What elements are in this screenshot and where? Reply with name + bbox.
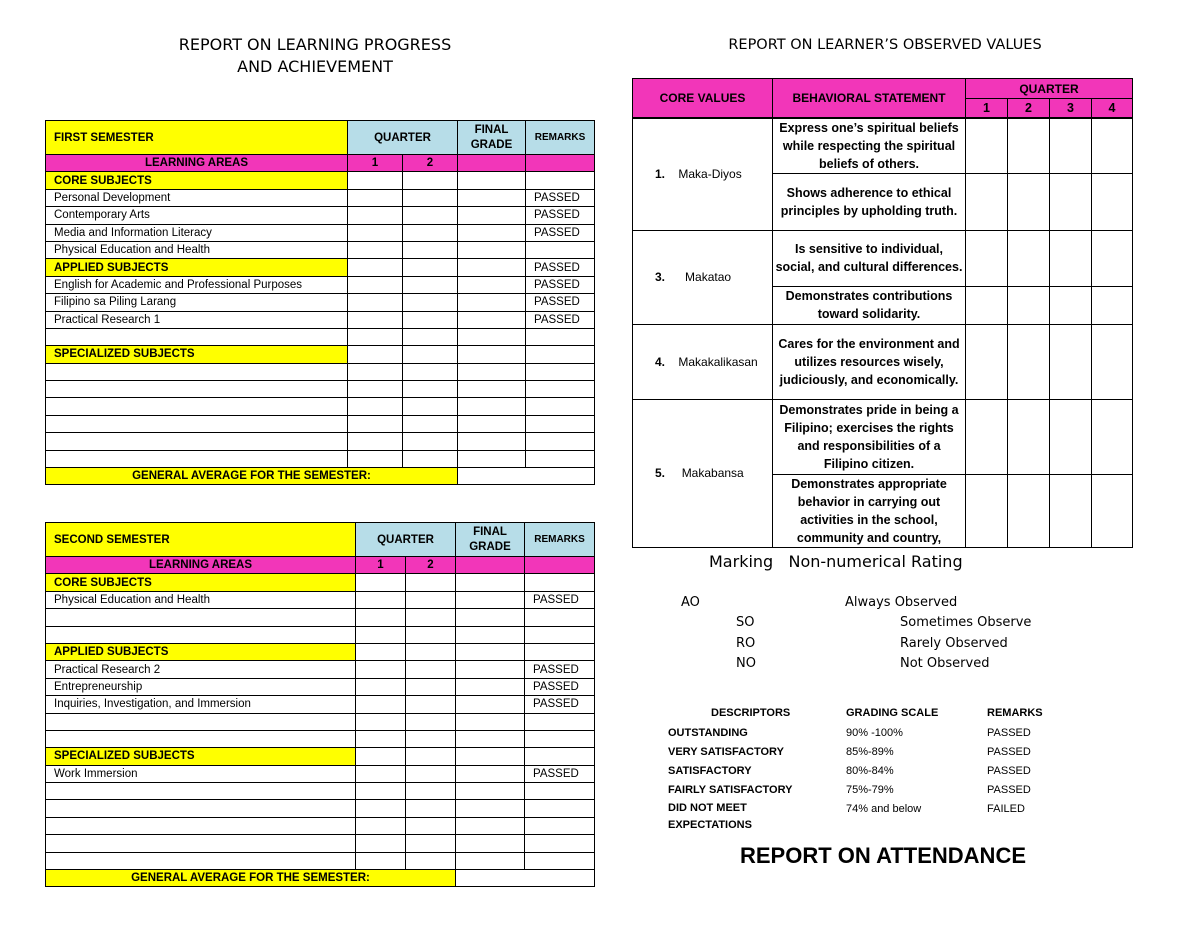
quarter-4-header: 4 bbox=[1092, 99, 1133, 118]
behavioral-statement: Cares for the environment and utilizes resources wisely, judiciously, and economically. bbox=[773, 324, 966, 399]
marking-meaning-ao: Always Observed bbox=[845, 595, 958, 610]
descriptors-table bbox=[668, 704, 1088, 836]
quarter-2-header: 2 bbox=[406, 557, 456, 574]
behavioral-statement: Demonstrates appropriate behavior in carrying out activities in the school, community and country, bbox=[773, 474, 966, 547]
subject-name: Work Immersion bbox=[46, 765, 356, 782]
quarter-1-header: 1 bbox=[348, 155, 403, 172]
marking-label: Marking bbox=[709, 552, 774, 571]
subject-remarks: PASSED bbox=[526, 189, 595, 206]
quarter-2-header: 2 bbox=[403, 155, 458, 172]
core-values-header: CORE VALUES bbox=[633, 79, 773, 118]
subject-name: Contemporary Arts bbox=[46, 207, 348, 224]
behavioral-statement: Is sensitive to individual, social, and cultural differences. bbox=[773, 230, 966, 286]
marking-meaning-so: Sometimes Observe bbox=[900, 615, 1032, 630]
table-row bbox=[633, 324, 1133, 399]
subject-remarks: PASSED bbox=[526, 259, 595, 276]
core-subjects-label: CORE SUBJECTS bbox=[46, 574, 356, 591]
quarter-header: QUARTER bbox=[348, 121, 458, 155]
quarter-header: QUARTER bbox=[356, 523, 456, 557]
first-semester-table bbox=[45, 120, 595, 485]
table-row bbox=[46, 311, 595, 328]
general-average-label: GENERAL AVERAGE FOR THE SEMESTER: bbox=[46, 870, 456, 887]
subject-name: Physical Education and Health bbox=[46, 241, 348, 258]
list-item: SATISFACTORY 80%-84% PASSED bbox=[668, 765, 1031, 777]
subject-remarks: PASSED bbox=[526, 276, 595, 293]
table-row bbox=[46, 678, 595, 695]
remarks-header: REMARKS bbox=[526, 121, 595, 155]
behavioral-statement: Shows adherence to ethical principles by upholding truth. bbox=[773, 173, 966, 230]
second-semester-table bbox=[45, 522, 595, 887]
grading-scale-header: GRADING SCALE bbox=[846, 707, 939, 719]
table-row bbox=[633, 118, 1133, 174]
table-row bbox=[46, 276, 595, 293]
subject-remarks: PASSED bbox=[525, 696, 595, 713]
quarter-2-header: 2 bbox=[1008, 99, 1050, 118]
progress-title-line1: REPORT ON LEARNING PROGRESS bbox=[178, 35, 452, 54]
subject-name: Entrepreneurship bbox=[46, 678, 356, 695]
table-row bbox=[633, 230, 1133, 286]
observed-values-table bbox=[632, 78, 1133, 548]
core-value-makatao: 3. Makatao bbox=[633, 230, 773, 324]
progress-title-line2: AND ACHIEVEMENT bbox=[237, 57, 393, 76]
table-row bbox=[46, 207, 595, 224]
marking-code-ao: AO bbox=[681, 595, 700, 610]
subject-remarks: PASSED bbox=[525, 678, 595, 695]
subject-remarks: PASSED bbox=[526, 224, 595, 241]
list-item: FAIRLY SATISFACTORY 75%-79% PASSED bbox=[668, 784, 1031, 796]
final-grade-header: FINAL GRADE bbox=[456, 523, 525, 557]
table-row bbox=[46, 591, 595, 608]
subject-remarks: PASSED bbox=[525, 765, 595, 782]
applied-subjects-label: APPLIED SUBJECTS bbox=[46, 643, 356, 660]
subject-name: Personal Development bbox=[46, 189, 348, 206]
table-row bbox=[46, 241, 595, 258]
table-row bbox=[46, 661, 595, 678]
specialized-subjects-label: SPECIALIZED SUBJECTS bbox=[46, 346, 348, 363]
descriptors-header: DESCRIPTORS bbox=[711, 707, 791, 719]
attendance-title: REPORT ON ATTENDANCE bbox=[740, 843, 1026, 868]
marking-code-ro: RO bbox=[736, 636, 756, 651]
marking-meaning-ro: Rarely Observed bbox=[900, 636, 1008, 651]
behavioral-statement: Demonstrates contributions toward solidarity. bbox=[773, 286, 966, 324]
subject-name: Filipino sa Piling Larang bbox=[46, 294, 348, 311]
table-row bbox=[46, 696, 595, 713]
subject-remarks bbox=[526, 241, 595, 258]
table-row bbox=[633, 399, 1133, 474]
core-subjects-label: CORE SUBJECTS bbox=[46, 172, 348, 189]
list-item: VERY SATISFACTORY 85%-89% PASSED bbox=[668, 746, 1031, 758]
subject-name: Inquiries, Investigation, and Immersion bbox=[46, 696, 356, 713]
subject-remarks: PASSED bbox=[526, 207, 595, 224]
behavioral-statement: Express one’s spiritual beliefs while respecting the spiritual beliefs of others. bbox=[773, 118, 966, 174]
list-item: OUTSTANDING 90% -100% PASSED bbox=[668, 727, 1031, 739]
table-row bbox=[46, 765, 595, 782]
learning-areas-header: LEARNING AREAS bbox=[46, 155, 348, 172]
second-semester-label: SECOND SEMESTER bbox=[46, 523, 356, 557]
core-value-maka-diyos: 1. Maka-Diyos bbox=[633, 118, 773, 231]
remarks-header: REMARKS bbox=[987, 707, 1043, 719]
quarter-header: QUARTER bbox=[966, 79, 1133, 99]
subject-name: English for Academic and Professional Purposes bbox=[46, 276, 348, 293]
core-value-makabansa: 5. Makabansa bbox=[633, 399, 773, 547]
quarter-1-header: 1 bbox=[356, 557, 406, 574]
marking-code-so: SO bbox=[736, 615, 755, 630]
progress-title bbox=[130, 34, 500, 78]
general-average-label: GENERAL AVERAGE FOR THE SEMESTER: bbox=[46, 468, 458, 485]
learning-areas-header: LEARNING AREAS bbox=[46, 557, 356, 574]
quarter-3-header: 3 bbox=[1050, 99, 1092, 118]
final-grade-header: FINAL GRADE bbox=[458, 121, 526, 155]
specialized-subjects-label: SPECIALIZED SUBJECTS bbox=[46, 748, 356, 765]
table-row bbox=[46, 224, 595, 241]
remarks-header: REMARKS bbox=[525, 523, 595, 557]
subject-name: Physical Education and Health bbox=[46, 591, 356, 608]
subject-name: Media and Information Literacy bbox=[46, 224, 348, 241]
behavioral-statement-header: BEHAVIORAL STATEMENT bbox=[773, 79, 966, 118]
subject-name: Practical Research 2 bbox=[46, 661, 356, 678]
values-title: REPORT ON LEARNER’S OBSERVED VALUES bbox=[728, 37, 1042, 53]
subject-name: Practical Research 1 bbox=[46, 311, 348, 328]
subject-remarks: PASSED bbox=[525, 591, 595, 608]
list-item: DID NOT MEET EXPECTATIONS 74% and below FAILED bbox=[668, 802, 1025, 831]
applied-subjects-label: APPLIED SUBJECTS bbox=[46, 259, 348, 276]
table-row bbox=[46, 294, 595, 311]
rating-label: Non-numerical Rating bbox=[788, 552, 963, 571]
subject-remarks: PASSED bbox=[526, 311, 595, 328]
marking-heading bbox=[709, 552, 963, 571]
quarter-1-header: 1 bbox=[966, 99, 1008, 118]
marking-meaning-no: Not Observed bbox=[900, 656, 990, 671]
behavioral-statement: Demonstrates pride in being a Filipino; exercises the rights and responsibilities of a Filipino citizen. bbox=[773, 399, 966, 474]
first-semester-label: FIRST SEMESTER bbox=[46, 121, 348, 155]
subject-remarks: PASSED bbox=[525, 661, 595, 678]
subject-remarks: PASSED bbox=[526, 294, 595, 311]
table-row bbox=[46, 189, 595, 206]
marking-code-no: NO bbox=[736, 656, 756, 671]
core-value-makakalikasan: 4. Makakalikasan bbox=[633, 324, 773, 399]
